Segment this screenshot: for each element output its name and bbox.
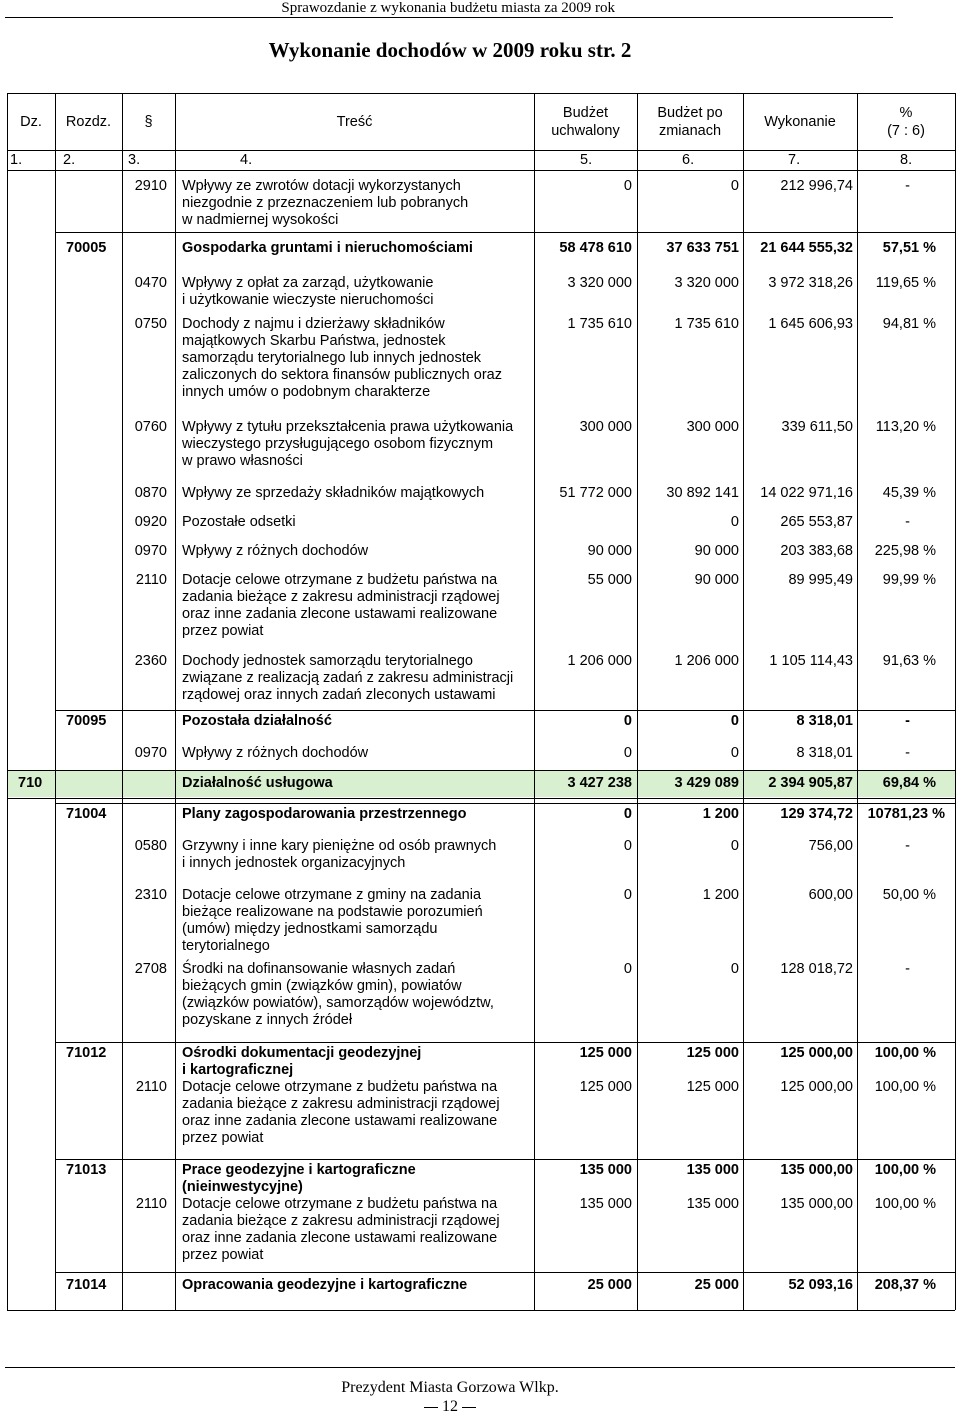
column-rule bbox=[534, 93, 535, 1310]
row-group-rule bbox=[55, 710, 955, 711]
cell-procent: 10781,23 % bbox=[867, 806, 945, 822]
cell-description: Dotacje celowe otrzymane z budżetu państwa na bbox=[182, 572, 498, 588]
column-number: 8. bbox=[900, 152, 913, 168]
header-budzet-uchwalony-line: Budżet bbox=[562, 105, 609, 121]
cell-budzet-uchwalony: 0 bbox=[623, 961, 632, 977]
cell-description: związane z realizacją zadań z zakresu administracji bbox=[182, 670, 514, 686]
cell-description: oraz inne zadania zlecone ustawami realizowane bbox=[182, 1113, 498, 1129]
cell-wykonanie: 135 000,00 bbox=[780, 1162, 853, 1178]
cell-rozdz: 70095 bbox=[66, 713, 107, 729]
cell-paragraph: 0470 bbox=[134, 275, 167, 291]
cell-paragraph: 0750 bbox=[134, 316, 167, 332]
cell-budzet-po-zmianach: 1 735 610 bbox=[674, 316, 739, 332]
cell-paragraph: 0760 bbox=[134, 419, 167, 435]
cell-description: Dochody z najmu i dzierżawy składników bbox=[182, 316, 445, 332]
row-group-rule bbox=[7, 1310, 955, 1311]
cell-budzet-uchwalony: 58 478 610 bbox=[559, 240, 632, 256]
cell-wykonanie: 212 996,74 bbox=[780, 178, 853, 194]
cell-wykonanie: 89 995,49 bbox=[788, 572, 853, 588]
cell-description: niezgodnie z przeznaczeniem lub pobranych bbox=[182, 195, 469, 211]
cell-procent: - bbox=[905, 745, 910, 761]
column-number: 5. bbox=[580, 152, 593, 168]
cell-description: Dochody jednostek samorządu terytorialnego bbox=[182, 653, 473, 669]
cell-budzet-uchwalony: 300 000 bbox=[579, 419, 632, 435]
cell-budzet-po-zmianach: 0 bbox=[730, 178, 739, 194]
cell-description: Wpływy ze sprzedaży składników majątkowych bbox=[182, 485, 485, 501]
column-rule bbox=[175, 93, 176, 1310]
header-top-rule bbox=[7, 93, 955, 94]
cell-budzet-uchwalony: 0 bbox=[623, 838, 632, 854]
cell-description: (związków powiatów), samorządów województw, bbox=[182, 995, 494, 1011]
cell-wykonanie: 339 611,50 bbox=[781, 419, 853, 435]
cell-budzet-uchwalony: 55 000 bbox=[587, 572, 632, 588]
cell-description: zaliczonych do sektora finansów publicznych oraz bbox=[182, 367, 502, 383]
row-group-rule bbox=[55, 232, 955, 233]
cell-description: Wpływy z różnych dochodów bbox=[182, 745, 369, 761]
cell-budzet-po-zmianach: 135 000 bbox=[686, 1196, 739, 1212]
column-rule bbox=[955, 93, 956, 1310]
header-tresc: Treść bbox=[336, 114, 373, 130]
cell-paragraph: 2360 bbox=[134, 653, 167, 669]
cell-budzet-po-zmianach: 0 bbox=[730, 961, 739, 977]
cell-procent: 94,81 % bbox=[882, 316, 936, 332]
cell-description: Pozostała działalność bbox=[182, 713, 332, 729]
cell-budzet-po-zmianach: 3 429 089 bbox=[674, 775, 739, 791]
cell-description: Dotacje celowe otrzymane z budżetu państwa na bbox=[182, 1079, 498, 1095]
cell-budzet-po-zmianach: 125 000 bbox=[686, 1079, 739, 1095]
cell-description: wieczystego przysługującego osobom fizycznym bbox=[182, 436, 494, 452]
cell-wykonanie: 3 972 318,26 bbox=[768, 275, 853, 291]
cell-paragraph: 2708 bbox=[134, 961, 167, 977]
page-title: Wykonanie dochodów w 2009 roku str. 2 bbox=[268, 38, 632, 62]
cell-budzet-po-zmianach: 125 000 bbox=[686, 1045, 739, 1061]
column-rule bbox=[743, 93, 744, 1310]
cell-description: Pozostałe odsetki bbox=[182, 514, 296, 530]
cell-description: Wpływy z opłat za zarząd, użytkowanie bbox=[182, 275, 434, 291]
cell-budzet-uchwalony: 3 427 238 bbox=[567, 775, 632, 791]
cell-paragraph: 2110 bbox=[135, 1196, 167, 1212]
cell-budzet-po-zmianach: 0 bbox=[730, 745, 739, 761]
cell-rozdz: 71013 bbox=[66, 1162, 107, 1178]
page-number: 12 bbox=[0, 1398, 900, 1416]
cell-procent: - bbox=[905, 961, 910, 977]
footer-rule bbox=[5, 1367, 955, 1368]
row-group-rule bbox=[55, 1272, 955, 1273]
cell-wykonanie: 129 374,72 bbox=[780, 806, 853, 822]
cell-description: rządowej oraz innych zadań zleconych ustawami bbox=[182, 687, 496, 703]
cell-description: Dotacje celowe otrzymane z gminy na zadania bbox=[182, 887, 482, 903]
cell-description: Opracowania geodezyjne i kartograficzne bbox=[182, 1277, 468, 1293]
cell-description: Gospodarka gruntami i nieruchomościami bbox=[182, 240, 473, 256]
column-rule bbox=[637, 93, 638, 1310]
cell-budzet-uchwalony: 25 000 bbox=[587, 1277, 632, 1293]
cell-description: terytorialnego bbox=[182, 938, 270, 954]
cell-description: Wpływy z różnych dochodów bbox=[182, 543, 369, 559]
cell-budzet-uchwalony: 0 bbox=[623, 713, 632, 729]
cell-procent: 57,51 % bbox=[882, 240, 936, 256]
cell-budzet-po-zmianach: 1 200 bbox=[702, 887, 739, 903]
cell-description: w nadmiernej wysokości bbox=[182, 212, 339, 228]
cell-procent: 208,37 % bbox=[874, 1277, 936, 1293]
cell-procent: 50,00 % bbox=[882, 887, 936, 903]
cell-description: innych umów o podobnym charakterze bbox=[182, 384, 431, 400]
cell-budzet-uchwalony: 125 000 bbox=[579, 1045, 632, 1061]
column-number: 6. bbox=[682, 152, 695, 168]
cell-description: przez powiat bbox=[182, 623, 264, 639]
cell-rozdz: 71014 bbox=[66, 1277, 107, 1293]
cell-wykonanie: 1 105 114,43 bbox=[769, 653, 853, 669]
cell-budzet-uchwalony: 51 772 000 bbox=[559, 485, 632, 501]
cell-procent: - bbox=[905, 838, 910, 854]
cell-budzet-po-zmianach: 0 bbox=[730, 713, 739, 729]
column-number: 7. bbox=[788, 152, 801, 168]
column-number: 3. bbox=[128, 152, 141, 168]
header-bottom-rule bbox=[7, 150, 955, 151]
cell-description: zadania bieżące z zakresu administracji rządowej bbox=[182, 1096, 500, 1112]
cell-description: (umów) między jednostkami samorządu bbox=[182, 921, 438, 937]
header-rozdz: Rozdz. bbox=[65, 114, 112, 130]
cell-budzet-po-zmianach: 1 206 000 bbox=[674, 653, 739, 669]
cell-description: pozyskane z innych źródeł bbox=[182, 1012, 353, 1028]
cell-procent: 100,00 % bbox=[874, 1045, 936, 1061]
cell-description: Grzywny i inne kary pieniężne od osób prawnych bbox=[182, 838, 497, 854]
cell-description: (nieinwestycyjne) bbox=[182, 1179, 303, 1195]
cell-rozdz: 71012 bbox=[66, 1045, 107, 1061]
cell-wykonanie: 52 093,16 bbox=[788, 1277, 853, 1293]
cell-description: Dotacje celowe otrzymane z budżetu państwa na bbox=[182, 1196, 498, 1212]
cell-description: Wpływy ze zwrotów dotacji wykorzystanych bbox=[182, 178, 461, 194]
cell-budzet-po-zmianach: 37 633 751 bbox=[666, 240, 739, 256]
cell-description: bieżące realizowane na podstawie porozumień bbox=[182, 904, 483, 920]
cell-paragraph: 0970 bbox=[134, 745, 167, 761]
cell-budzet-uchwalony: 3 320 000 bbox=[567, 275, 632, 291]
cell-budzet-uchwalony: 1 735 610 bbox=[567, 316, 632, 332]
cell-description: przez powiat bbox=[182, 1130, 264, 1146]
cell-paragraph: 2110 bbox=[135, 1079, 167, 1095]
cell-wykonanie: 600,00 bbox=[808, 887, 853, 903]
header-par: § bbox=[144, 114, 153, 130]
cell-budzet-uchwalony: 135 000 bbox=[579, 1162, 632, 1178]
cell-rozdz: 71004 bbox=[66, 806, 107, 822]
header-wykonanie: Wykonanie bbox=[764, 114, 836, 130]
cell-budzet-uchwalony: 90 000 bbox=[587, 543, 632, 559]
cell-wykonanie: 8 318,01 bbox=[796, 745, 853, 761]
cell-description: Prace geodezyjne i kartograficzne bbox=[182, 1162, 416, 1178]
cell-procent: 45,39 % bbox=[882, 485, 936, 501]
cell-budzet-po-zmianach: 1 200 bbox=[702, 806, 739, 822]
cell-budzet-uchwalony: 1 206 000 bbox=[567, 653, 632, 669]
cell-budzet-po-zmianach: 30 892 141 bbox=[666, 485, 739, 501]
cell-description: oraz inne zadania zlecone ustawami realizowane bbox=[182, 606, 498, 622]
column-rule bbox=[7, 93, 8, 1310]
row-group-rule bbox=[55, 1042, 955, 1043]
cell-procent: 69,84 % bbox=[882, 775, 936, 791]
header-procent bbox=[857, 104, 955, 140]
row-group-rule bbox=[7, 798, 955, 799]
cell-wykonanie: 203 383,68 bbox=[780, 543, 853, 559]
cell-procent: 100,00 % bbox=[874, 1162, 936, 1178]
cell-paragraph: 0920 bbox=[134, 514, 167, 530]
cell-description: oraz inne zadania zlecone ustawami realizowane bbox=[182, 1230, 498, 1246]
cell-paragraph: 0970 bbox=[134, 543, 167, 559]
header-budzet-po-zmianach bbox=[637, 104, 743, 140]
cell-budzet-po-zmianach: 3 320 000 bbox=[674, 275, 739, 291]
cell-description: majątkowych Skarbu Państwa, jednostek bbox=[182, 333, 446, 349]
cell-budzet-uchwalony: 135 000 bbox=[579, 1196, 632, 1212]
cell-description: bieżących gmin (związków gmin), powiatów bbox=[182, 978, 462, 994]
header-budzet-po-zmianach-line: Budżet po bbox=[657, 105, 723, 121]
cell-description: i innych jednostek organizacyjnych bbox=[182, 855, 406, 871]
cell-budzet-po-zmianach: 300 000 bbox=[686, 419, 739, 435]
column-rule bbox=[857, 93, 858, 1310]
cell-budzet-uchwalony: 0 bbox=[623, 745, 632, 761]
cell-budzet-uchwalony: 0 bbox=[623, 806, 632, 822]
cell-procent: - bbox=[905, 514, 910, 530]
colnum-bottom-rule bbox=[7, 170, 955, 171]
cell-description: i kartograficznej bbox=[182, 1062, 294, 1078]
cell-description: samorządu terytorialnego lub innych jednostek bbox=[182, 350, 482, 366]
cell-budzet-po-zmianach: 135 000 bbox=[686, 1162, 739, 1178]
row-group-rule bbox=[55, 803, 955, 804]
cell-wykonanie: 1 645 606,93 bbox=[768, 316, 853, 332]
cell-paragraph: 2110 bbox=[135, 572, 167, 588]
cell-wykonanie: 8 318,01 bbox=[796, 713, 853, 729]
cell-budzet-uchwalony: 125 000 bbox=[579, 1079, 632, 1095]
cell-description: Plany zagospodarowania przestrzennego bbox=[182, 806, 467, 822]
cell-paragraph: 0580 bbox=[134, 838, 167, 854]
cell-description: i użytkowanie wieczyste nieruchomości bbox=[182, 292, 434, 308]
cell-budzet-po-zmianach: 90 000 bbox=[694, 572, 739, 588]
cell-wykonanie: 125 000,00 bbox=[780, 1079, 853, 1095]
cell-procent: - bbox=[905, 713, 910, 729]
column-rule bbox=[55, 93, 56, 1310]
cell-procent: 100,00 % bbox=[874, 1079, 936, 1095]
header-dz: Dz. bbox=[20, 114, 42, 130]
cell-rozdz: 70005 bbox=[66, 240, 107, 256]
running-head: Sprawozdanie z wykonania budżetu miasta za 2009 rok bbox=[281, 0, 615, 16]
cell-paragraph: 0870 bbox=[134, 485, 167, 501]
cell-wykonanie: 265 553,87 bbox=[780, 514, 853, 530]
cell-procent: 91,63 % bbox=[882, 653, 936, 669]
cell-procent: - bbox=[905, 178, 910, 194]
cell-budzet-po-zmianach: 0 bbox=[730, 838, 739, 854]
cell-description: Ośrodki dokumentacji geodezyjnej bbox=[182, 1045, 422, 1061]
cell-procent: 225,98 % bbox=[874, 543, 936, 559]
cell-description: Środki na dofinansowanie własnych zadań bbox=[182, 961, 456, 977]
cell-wykonanie: 135 000,00 bbox=[780, 1196, 853, 1212]
column-number: 2. bbox=[63, 152, 76, 168]
header-procent-line: % bbox=[899, 105, 913, 121]
cell-dz: 710 bbox=[18, 775, 43, 791]
cell-description: przez powiat bbox=[182, 1247, 264, 1263]
column-number: 1. bbox=[10, 152, 23, 168]
cell-paragraph: 2910 bbox=[134, 178, 167, 194]
cell-budzet-po-zmianach: 90 000 bbox=[694, 543, 739, 559]
cell-budzet-po-zmianach: 25 000 bbox=[694, 1277, 739, 1293]
header-procent-line: (7 : 6) bbox=[887, 123, 925, 139]
cell-wykonanie: 128 018,72 bbox=[780, 961, 853, 977]
cell-description: zadania bieżące z zakresu administracji rządowej bbox=[182, 589, 500, 605]
cell-description: w prawo własności bbox=[182, 453, 303, 469]
cell-description: Wpływy z tytułu przekształcenia prawa użytkowania bbox=[182, 419, 514, 435]
cell-budzet-po-zmianach: 0 bbox=[730, 514, 739, 530]
cell-wykonanie: 2 394 905,87 bbox=[768, 775, 853, 791]
cell-wykonanie: 125 000,00 bbox=[780, 1045, 853, 1061]
row-group-rule bbox=[55, 1159, 955, 1160]
cell-wykonanie: 756,00 bbox=[808, 838, 853, 854]
cell-budzet-uchwalony: 0 bbox=[623, 887, 632, 903]
column-number: 4. bbox=[240, 152, 253, 168]
cell-procent: 119,65 % bbox=[875, 275, 936, 291]
cell-wykonanie: 21 644 555,32 bbox=[760, 240, 853, 256]
cell-procent: 99,99 % bbox=[882, 572, 936, 588]
header-budzet-uchwalony bbox=[534, 104, 637, 140]
header-budzet-po-zmianach-line: zmianach bbox=[658, 123, 722, 139]
cell-procent: 113,20 % bbox=[875, 419, 936, 435]
cell-wykonanie: 14 022 971,16 bbox=[760, 485, 853, 501]
cell-description: zadania bieżące z zakresu administracji rządowej bbox=[182, 1213, 500, 1229]
footer-signature: Prezydent Miasta Gorzowa Wlkp. bbox=[341, 1379, 559, 1396]
cell-paragraph: 2310 bbox=[134, 887, 167, 903]
cell-procent: 100,00 % bbox=[874, 1196, 936, 1212]
cell-budzet-uchwalony: 0 bbox=[623, 178, 632, 194]
cell-description: Działalność usługowa bbox=[182, 775, 333, 791]
header-rule bbox=[5, 17, 893, 18]
header-budzet-uchwalony-line: uchwalony bbox=[551, 123, 620, 139]
